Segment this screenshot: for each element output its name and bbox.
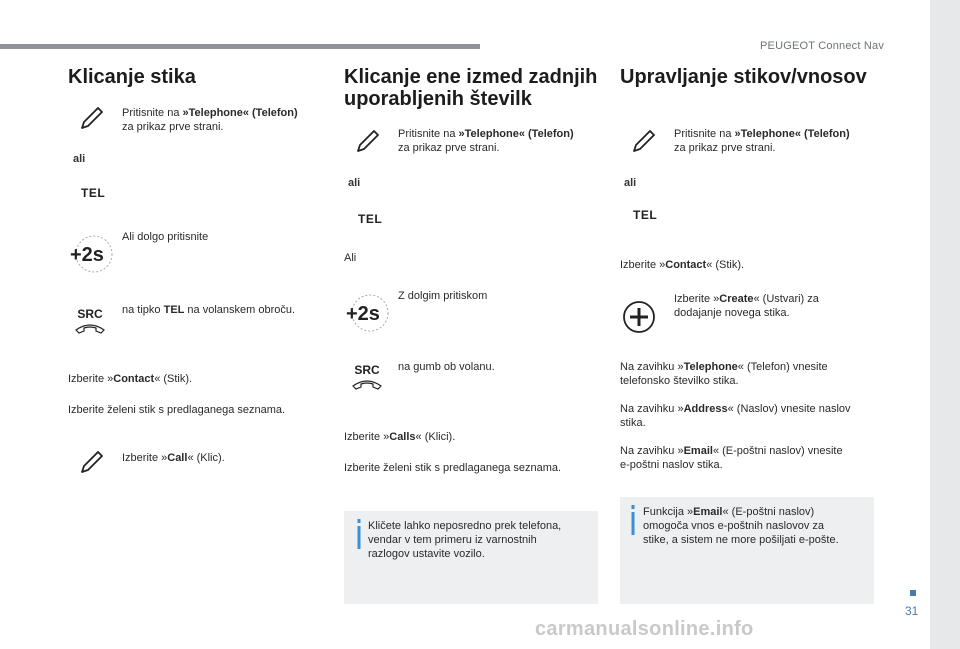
col2-long-press: Z dolgim pritiskom bbox=[398, 290, 488, 302]
header-rule bbox=[0, 44, 480, 49]
col3-email-tab bbox=[620, 444, 880, 472]
src-steering-icon bbox=[72, 308, 108, 344]
col3-step1-bold: »Telephone« (Telefon) bbox=[734, 128, 850, 140]
col3-create-pre: Izberite » bbox=[674, 293, 720, 305]
col2-src-text: na gumb ob volanu. bbox=[398, 361, 495, 373]
col2-step1-post: za prikaz prve strani. bbox=[398, 142, 500, 154]
col3-addr-bold: Address bbox=[683, 403, 728, 415]
col3-contact-bold: Contact bbox=[665, 259, 707, 271]
info-icon bbox=[355, 519, 363, 549]
pen-icon bbox=[79, 449, 105, 475]
col2-info-box bbox=[344, 511, 598, 604]
col3-addr-pre: Na zavihku » bbox=[620, 403, 684, 415]
col2-select-list: Izberite želeni stik s predlaganega seznama. bbox=[344, 462, 562, 474]
long-press-2s-icon bbox=[344, 293, 390, 333]
col1-step1-post: za prikaz prve strani. bbox=[122, 121, 224, 133]
phone-handset-icon bbox=[349, 377, 385, 391]
col1-long-press: Ali dolgo pritisnite bbox=[122, 231, 209, 243]
col3-email-line2: e-poštni naslov stika. bbox=[620, 459, 723, 471]
col2-title bbox=[344, 66, 604, 110]
plus2s-text: +2s bbox=[70, 244, 104, 266]
src-label: SRC bbox=[354, 363, 380, 377]
col1-select-call bbox=[122, 451, 225, 465]
col3-email-bold: Email bbox=[683, 445, 713, 457]
col3-select-contact bbox=[620, 258, 744, 272]
col1-title: Klicanje stika bbox=[68, 66, 196, 88]
col2-select-calls bbox=[344, 430, 455, 444]
col3-tel-tab bbox=[620, 360, 880, 388]
col1-contact-bold: Contact bbox=[113, 373, 155, 385]
col1-step1 bbox=[122, 106, 322, 134]
col3-info-post: « (E-poštni naslov) bbox=[722, 506, 815, 518]
long-press-2s-icon bbox=[68, 234, 114, 274]
col2-tel-button-label: TEL bbox=[358, 212, 383, 226]
col3-tel-button-label: TEL bbox=[633, 208, 658, 222]
col3-tel-tab-pre: Na zavihku » bbox=[620, 361, 684, 373]
pen-icon bbox=[79, 105, 105, 131]
col3-contact-post: « (Stik). bbox=[706, 259, 745, 271]
col1-src-bold: TEL bbox=[163, 304, 185, 316]
phone-handset-icon bbox=[72, 321, 108, 335]
col1-step1-bold: »Telephone« (Telefon) bbox=[182, 107, 298, 119]
plus2s-text: +2s bbox=[346, 303, 380, 325]
col3-create-line2: dodajanje novega stika. bbox=[674, 307, 790, 319]
plus-circle-icon bbox=[622, 300, 656, 334]
col2-step1-pre: Pritisnite na bbox=[398, 128, 459, 140]
col3-addr-line2: stika. bbox=[620, 417, 646, 429]
col1-src-pre: na tipko bbox=[122, 304, 164, 316]
col3-addr-post: « (Naslov) vnesite naslov bbox=[727, 403, 851, 415]
brand-label: PEUGEOT Connect Nav bbox=[760, 40, 885, 52]
col3-email-pre: Na zavihku » bbox=[620, 445, 684, 457]
col1-select-contact bbox=[68, 372, 192, 386]
col2-ali: ali bbox=[348, 177, 361, 189]
col1-call-pre: Izberite » bbox=[122, 452, 168, 464]
col2-info-line1: Kličete lahko neposredno prek telefona, bbox=[368, 520, 562, 532]
col2-title-line2: uporabljenih številk bbox=[344, 88, 532, 110]
col2-info-line2: vendar v tem primeru iz varnostnih bbox=[368, 534, 537, 546]
pen-icon bbox=[631, 128, 657, 154]
col2-ali2: Ali bbox=[344, 252, 357, 264]
col3-address-tab bbox=[620, 402, 880, 430]
col2-step1-bold: »Telephone« (Telefon) bbox=[458, 128, 574, 140]
col1-src-post: na volanskem obroču. bbox=[184, 304, 296, 316]
col3-tel-tab-post: « (Telefon) vnesite bbox=[737, 361, 828, 373]
col1-step1-pre: Pritisnite na bbox=[122, 107, 183, 119]
col2-info-line3: razlogov ustavite vozilo. bbox=[368, 548, 485, 560]
col3-create-post: « (Ustvari) za bbox=[753, 293, 819, 305]
col1-select-list: Izberite želeni stik s predlaganega seznama. bbox=[68, 404, 286, 416]
col3-info-bold: Email bbox=[693, 506, 723, 518]
col3-step1 bbox=[674, 127, 874, 155]
col3-contact-pre: Izberite » bbox=[620, 259, 666, 271]
page-number: 31 bbox=[905, 604, 919, 618]
col3-info-line3: stike, a sistem ne more pošiljati e-pošte. bbox=[643, 534, 839, 546]
col3-title: Upravljanje stikov/vnosov bbox=[620, 66, 867, 88]
col3-step1-post: za prikaz prve strani. bbox=[674, 142, 776, 154]
col1-tel-button-label: TEL bbox=[81, 186, 106, 200]
col2-info-text bbox=[368, 519, 594, 561]
col1-src-text bbox=[122, 303, 322, 317]
col1-contact-pre: Izberite » bbox=[68, 373, 114, 385]
src-label: SRC bbox=[77, 307, 103, 321]
col2-step1 bbox=[398, 127, 598, 155]
col2-calls-post: « (Klici). bbox=[415, 431, 456, 443]
col3-info-pre: Funkcija » bbox=[643, 506, 694, 518]
col3-create-bold: Create bbox=[719, 293, 754, 305]
col1-call-bold: Call bbox=[167, 452, 188, 464]
col2-calls-pre: Izberite » bbox=[344, 431, 390, 443]
col3-tel-tab-bold: Telephone bbox=[683, 361, 738, 373]
page-edge-strip bbox=[930, 0, 960, 649]
col3-ali: ali bbox=[624, 177, 637, 189]
col1-ali: ali bbox=[73, 153, 86, 165]
col3-create bbox=[674, 292, 874, 320]
col1-call-post: « (Klic). bbox=[187, 452, 225, 464]
col1-contact-post: « (Stik). bbox=[154, 373, 193, 385]
info-icon bbox=[629, 505, 637, 535]
col3-step1-pre: Pritisnite na bbox=[674, 128, 735, 140]
col3-email-post: « (E-poštni naslov) vnesite bbox=[712, 445, 843, 457]
col3-info-box bbox=[620, 497, 874, 604]
page-marker bbox=[910, 590, 916, 596]
col3-info-line2: omogoča vnos e-poštnih naslovov za bbox=[643, 520, 824, 532]
pen-icon bbox=[355, 128, 381, 154]
col2-title-line1: Klicanje ene izmed zadnjih bbox=[344, 66, 598, 88]
col2-calls-bold: Calls bbox=[389, 431, 416, 443]
src-steering-icon bbox=[349, 364, 385, 400]
col3-tel-tab-line2: telefonsko številko stika. bbox=[620, 375, 739, 387]
col3-info-text bbox=[643, 505, 871, 547]
watermark: carmanualsonline.info bbox=[535, 618, 754, 640]
